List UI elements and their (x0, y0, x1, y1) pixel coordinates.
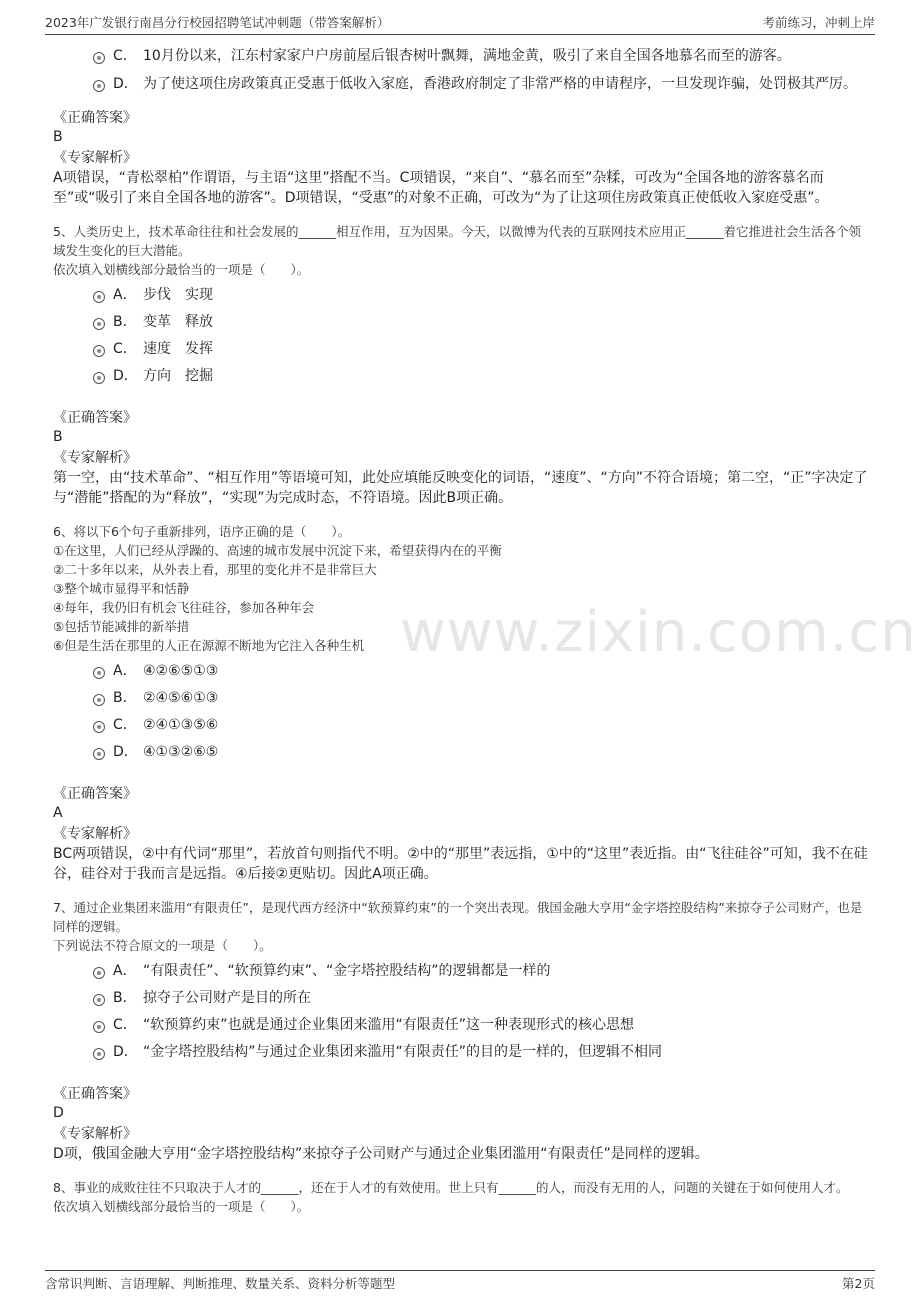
radio-icon[interactable] (93, 80, 105, 92)
sentence-6: ⑥但是生活在那里的人正在源源不断地为它注入各种生机 (53, 638, 365, 653)
analysis-label: 《专家解析》 (53, 150, 137, 166)
option-c[interactable] (53, 44, 868, 68)
radio-icon[interactable] (93, 721, 105, 733)
sentence-1: ①在这里，人们已经从浮躁的、高速的城市发展中沉淀下来，希望获得内在的平衡 (53, 543, 502, 558)
question-5 (53, 222, 868, 279)
analysis-text: D项，俄国金融大亨用“金字塔控股结构”来掠夺子公司财产与通过企业集团滥用“有限责任”是同样的逻辑。 (53, 1146, 709, 1162)
header-slogan: 考前练习，冲刺上岸 (762, 15, 875, 30)
option-letter: D． (113, 368, 138, 384)
option-b[interactable] (53, 986, 868, 1010)
page-header (45, 10, 875, 35)
radio-icon[interactable] (93, 994, 105, 1006)
correct-answer: B (53, 129, 63, 145)
option-letter: A． (113, 287, 137, 303)
option-text: 10月份以来，江东村家家户户房前屋后银杏树叶飘舞，满地金黄，吸引了来自全国各地慕名而至的游客。 (143, 48, 791, 64)
radio-icon[interactable] (93, 967, 105, 979)
question-stem: 6、将以下6个句子重新排列，语序正确的是（ ）。 (53, 524, 351, 539)
option-letter: D． (113, 1044, 138, 1060)
option-letter: C． (113, 341, 137, 357)
option-letter: B． (113, 990, 137, 1006)
option-letter: D． (113, 744, 138, 760)
option-text: “金字塔控股结构”与通过企业集团来滥用“有限责任”的目的是一样的，但逻辑不相同 (143, 1044, 663, 1060)
option-letter: B． (113, 314, 137, 330)
option-d[interactable] (53, 740, 868, 764)
footer-note: 含常识判断、言语理解、判断推理、数量关系、资料分析等题型 (45, 1276, 396, 1291)
radio-icon[interactable] (93, 694, 105, 706)
question-6 (53, 522, 868, 655)
option-text: ②④⑤⑥①③ (143, 690, 219, 706)
sentence-2: ②二十多年以来，从外表上看，那里的变化并不是非常巨大 (53, 562, 377, 577)
option-letter: C． (113, 1017, 137, 1033)
answer-label: 《正确答案》 (53, 410, 137, 426)
option-text: 掠夺子公司财产是目的所在 (143, 990, 311, 1006)
question-stem: 5、人类历史上，技术革命往往和社会发展的______相互作用，互为因果。今天，以微博为代表的互联网技术应用正______着它推进社会生活各个领域发生变化的巨大潜能。 (53, 224, 861, 258)
radio-icon[interactable] (93, 318, 105, 330)
radio-icon[interactable] (93, 345, 105, 357)
option-letter: C． (113, 48, 137, 64)
document-title: 2023年广发银行南昌分行校园招聘笔试冲刺题（带答案解析） (45, 15, 390, 30)
radio-icon[interactable] (93, 291, 105, 303)
option-text: 为了使这项住房政策真正受惠于低收入家庭，香港政府制定了非常严格的申请程序，一旦发现诈骗，处罚极其严厉。 (143, 76, 857, 92)
question-instruction: 依次填入划横线部分最恰当的一项是（ ）。 (53, 262, 310, 277)
option-text: 速度 发挥 (143, 341, 213, 357)
question-8 (53, 1178, 868, 1216)
option-d[interactable] (53, 364, 868, 388)
question-instruction: 依次填入划横线部分最恰当的一项是（ ）。 (53, 1199, 310, 1214)
radio-icon[interactable] (93, 1048, 105, 1060)
page-content (53, 44, 868, 1216)
question-stem: 7、通过企业集团来滥用“有限责任”，是现代西方经济中“软预算约束”的一个突出表现。俄国金融大亨用“金字塔控股结构”来掠夺子公司财产，也是同样的逻辑。 (53, 900, 863, 934)
option-text: 变革 释放 (143, 314, 213, 330)
option-letter: B． (113, 690, 137, 706)
correct-answer: D (53, 1105, 64, 1121)
option-text: 方向 挖掘 (143, 368, 213, 384)
option-text: ②④①③⑤⑥ (143, 717, 219, 733)
option-letter: C． (113, 717, 137, 733)
radio-icon[interactable] (93, 1021, 105, 1033)
option-c[interactable] (53, 1013, 868, 1037)
option-text: 步伐 实现 (143, 287, 213, 303)
analysis-text: BC两项错误，②中有代词“那里”，若放首句则指代不明。②中的“那里”表远指，①中的“这里”表近指。由“飞往硅谷”可知，我不在硅谷，硅谷对于我而言是远指。④后接②更贴切。因此A项正确。 (53, 846, 868, 882)
option-a[interactable] (53, 659, 868, 683)
sentence-5: ⑤包括节能减排的新举措 (53, 619, 190, 634)
radio-icon[interactable] (93, 748, 105, 760)
option-c[interactable] (53, 337, 868, 361)
option-d[interactable] (53, 72, 868, 96)
option-letter: D． (113, 76, 138, 92)
sentence-3: ③整个城市显得平和恬静 (53, 581, 190, 596)
option-c[interactable] (53, 713, 868, 737)
sentence-4: ④每年，我仍旧有机会飞往硅谷，参加各种年会 (53, 600, 315, 615)
question-stem: 8、事业的成败往往不只取决于人才的______，还在于人才的有效使用。世上只有______的人，而没有无用的人，问题的关键在于如何使用人才。 (53, 1180, 849, 1195)
question-7 (53, 898, 868, 955)
analysis-text: A项错误，“青松翠柏”作谓语，与主语“这里”搭配不当。C项错误，“来自”、“慕名而至”杂糅，可改为“全国各地的游客慕名而至”或“吸引了来自全国各地的游客”。D项错误，“受惠”的对象不正确，可改为“为了让这项住房政策真正使低收入家庭受惠”。 (53, 170, 829, 206)
option-a[interactable] (53, 959, 868, 983)
radio-icon[interactable] (93, 667, 105, 679)
analysis-label: 《专家解析》 (53, 1126, 137, 1142)
answer-label: 《正确答案》 (53, 1086, 137, 1102)
option-a[interactable] (53, 283, 868, 307)
option-letter: A． (113, 663, 137, 679)
answer-label: 《正确答案》 (53, 110, 137, 126)
analysis-label: 《专家解析》 (53, 450, 137, 466)
page-footer (45, 1270, 875, 1295)
option-b[interactable] (53, 310, 868, 334)
radio-icon[interactable] (93, 52, 105, 64)
correct-answer: A (53, 805, 63, 821)
option-letter: A． (113, 963, 137, 979)
option-text: “有限责任”、“软预算约束”、“金字塔控股结构”的逻辑都是一样的 (143, 963, 551, 979)
correct-answer: B (53, 429, 63, 445)
option-b[interactable] (53, 686, 868, 710)
option-text: ④①③②⑥⑤ (143, 744, 219, 760)
question-instruction: 下列说法不符合原文的一项是（ ）。 (53, 938, 272, 953)
watermark: www.zixin.com.cn (400, 600, 917, 665)
option-text: “软预算约束”也就是通过企业集团来滥用“有限责任”这一种表现形式的核心思想 (143, 1017, 635, 1033)
page-number: 第2页 (842, 1276, 875, 1291)
analysis-label: 《专家解析》 (53, 826, 137, 842)
option-text: ④②⑥⑤①③ (143, 663, 219, 679)
radio-icon[interactable] (93, 372, 105, 384)
analysis-text: 第一空，由“技术革命”、“相互作用”等语境可知，此处应填能反映变化的词语，“速度”、“方向”不符合语境；第二空，“正”字决定了与“潜能”搭配的为“释放”，“实现”为完成时态，不符语境。因此B项正确。 (53, 470, 868, 506)
answer-label: 《正确答案》 (53, 786, 137, 802)
option-d[interactable] (53, 1040, 868, 1064)
